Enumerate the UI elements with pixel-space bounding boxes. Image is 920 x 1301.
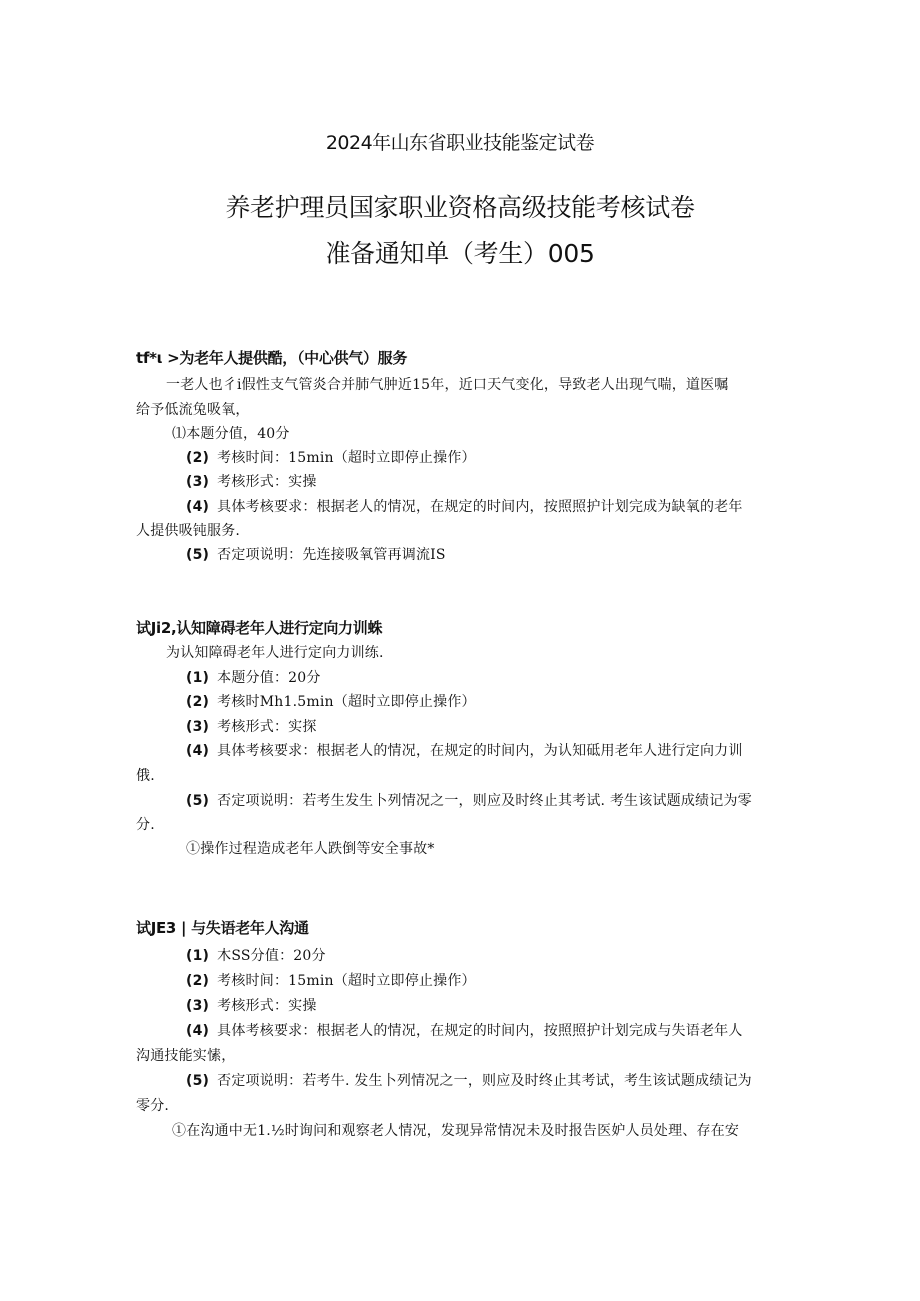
section-3-item-5 — [186, 1070, 752, 1090]
section-2-item-2 — [186, 691, 476, 711]
section-3-item-3 — [186, 995, 317, 1015]
item-text: 否定项说明：若考牛. 发生卜列情况之一，则应及时终止其考试，考生该试题成绩记为 — [217, 1073, 752, 1089]
item-number: (1) — [186, 948, 210, 964]
section-1-item-2 — [186, 447, 476, 467]
section-2-item-5 — [186, 790, 752, 810]
item-text: 否定项说明：若考生发生卜列情况之一，则应及时终止其考试. 考生该试题成绩记为零 — [217, 793, 752, 809]
item-number: (3) — [186, 474, 210, 490]
item-text: 具体考核要求：根据老人的情况，在规定的时间内，为认知砥用老年人进行定向力训 — [217, 743, 743, 759]
section-3-line-continued-2: 零分. — [136, 1098, 170, 1114]
item-text: 本题分值：20分 — [217, 670, 321, 686]
item-text: 考核时间：15min（超时立即停止操作） — [217, 450, 476, 466]
item-number: (2) — [186, 450, 210, 466]
section-2-item-4 — [186, 740, 743, 760]
item-text: 具体考核要求：根据老人的情况，在规定的时间内，按照照护计划完成与失语老年人 — [217, 1023, 743, 1039]
section-3-item-1 — [186, 945, 326, 965]
section-2-subitem-1: ①操作过程造成老年人跌倒等安全事故* — [186, 841, 435, 857]
exam-top-title: 2024年山东省职业技能鉴定试卷 — [325, 132, 595, 154]
section-2-item-1 — [186, 667, 321, 687]
section-1-line-1: 一老人也彳i假性支气管炎合并肺气肿近15年，近口天气变化，导致老人出现气喘，道医嘱 — [166, 377, 729, 393]
section-3-item-2 — [186, 970, 476, 990]
section-1-line-continued: 人提供吸钝服务. — [136, 523, 241, 539]
item-number: (3) — [186, 719, 210, 735]
section-3-item-4 — [186, 1020, 743, 1040]
section-2-line-continued: 俄. — [136, 768, 155, 784]
section-2-item-3 — [186, 716, 317, 736]
item-number: (3) — [186, 998, 210, 1014]
item-number: (2) — [186, 973, 210, 989]
section-3-title: 试JE3 | 与失语老年人沟通 — [136, 919, 309, 937]
section-1-item-4 — [186, 496, 743, 516]
section-3-subitem-1: ①在沟通中无1.½时询问和观察老人情况，发现异常情况未及时报告医妒人员处理、存在安 — [172, 1123, 740, 1139]
section-1-item-3 — [186, 471, 317, 491]
item-number: (5) — [186, 793, 210, 809]
section-2-line-continued-2: 分. — [136, 817, 155, 833]
item-text: 考核形式：实操 — [217, 474, 317, 490]
exam-subtitle: 准备通知单（考生）005 — [325, 239, 595, 268]
section-1-item-1: ⑴本题分值，40分 — [172, 426, 290, 442]
item-number: (1) — [186, 670, 210, 686]
item-text: 考核时间：15min（超时立即停止操作） — [217, 973, 476, 989]
item-number: (5) — [186, 1073, 210, 1089]
item-text: 考核形式：实操 — [217, 998, 317, 1014]
section-2-line-1: 为认知障碍老年人进行定向力训练. — [166, 645, 384, 661]
item-number: (4) — [186, 1023, 210, 1039]
section-1-item-5 — [186, 544, 446, 564]
item-number: (4) — [186, 743, 210, 759]
section-2-title: 试Ji2,认知障碍老年人进行定向力训蛛 — [136, 619, 383, 637]
item-text: 具体考核要求：根据老人的情况，在规定的时间内，按照照护计划完成为缺氧的老年 — [217, 499, 743, 515]
item-number: (2) — [186, 694, 210, 710]
item-text: 考核形式：实探 — [217, 719, 317, 735]
item-number: (5) — [186, 547, 210, 563]
section-3-line-continued: 沟通技能实愫， — [136, 1048, 236, 1064]
item-number: (4) — [186, 499, 210, 515]
item-text: 考核时Mh1.5min（超时立即停止操作） — [217, 694, 476, 710]
section-1-title: tf*ι >为老年人提供酷，（中心供气）服务 — [136, 349, 408, 367]
item-text: 木SS分值：20分 — [217, 948, 326, 964]
item-text: 否定项说明：先连接吸氧管再调流IS — [217, 547, 446, 563]
section-1-line-2: 给予低流兔吸氧， — [136, 402, 250, 418]
exam-main-title: 养老护理员国家职业资格高级技能考核试卷 — [225, 193, 695, 222]
